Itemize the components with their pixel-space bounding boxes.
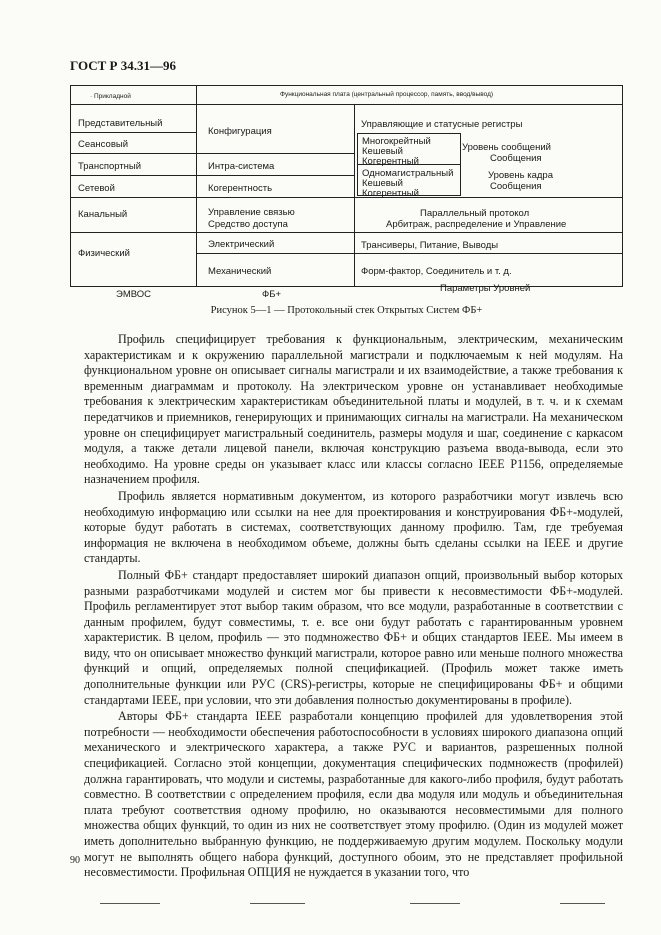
- function-board-label: Функциональная плата (центральный процессор, память, ввод/вывод): [280, 91, 494, 98]
- diagram-line: [70, 132, 196, 133]
- paragraph: Авторы ФБ+ стандарта IEEE разработали концепцию профилей для удовлетворения этой потребности — необходимости обеспечения работоспособности в условиях широкого диапазона опций механического и электрического характера, а также РУС и вариантов, разрешенных полной спецификацией. Согласно этой концепции, документация специфических подмножеств (профилей) должна гарантировать, что модули и системы, разработанные для какого-либо профиля, будут работать совместно. В соответствии с определением профиля, если два модуля или модуль и объединительная плата требуют соответствия одному профилю, но оказываются несовместимыми для полного множества общих функций, то один из них не соответствует этому профилю. (Один из модулей может иметь дополнительно выбранную функцию, не поддерживаемую другим модулем. Поскольку модули могут не выполнять общего набора функций, доступного обоим, это не представляет профильной несовместимости. Профильная ОПЦИЯ не нуждается в указании того, что: [84, 709, 623, 880]
- layer-session: Сеансовый: [78, 139, 128, 150]
- parallel-arbitration: Арбитраж, распределение и Управление: [386, 219, 567, 230]
- mid-intra: Интра-система: [208, 161, 275, 172]
- bottom-label-params: Параметры Уровней: [440, 283, 531, 294]
- layer-link: Канальный: [78, 209, 128, 220]
- paragraph: Профиль специфицирует требования к функциональным, электрическим, механическим характеристикам и к окружению параллельной магистрали и подключаемым к ней модулям. На функциональном уровне он описывает сигналы магистрали и их взаимодействие, а также требования к временным диаграммам и протоколу. На электрическом уровне он устанавливает необходимые требования к электрическим характеристикам объединительной платы и модулей, в т. ч. и к схемам передатчиков и приемников, генерирующих и принимающих сигналы на магистрали. На механическом уровне он специфицирует магистральный соединитель, размеры модуля и шаг, соединение с каркасом модуля, а также детали лицевой панели, включая конструкцию разъема ввода-вывода, если это необходимо. На уровне среды он указывает класс или классы согласно IEEE P1156, определяемые назначением профиля.: [84, 332, 623, 487]
- box1-line2: Кешевый: [362, 146, 403, 157]
- mid-coherence: Когерентность: [208, 183, 273, 194]
- mid-access: Средство доступа: [208, 219, 288, 230]
- mid-electrical: Электрический: [208, 239, 275, 250]
- diagram-line: [70, 175, 196, 176]
- page-number: 90: [70, 855, 80, 866]
- diagram-line: [354, 104, 355, 287]
- diagram-line: [70, 286, 623, 287]
- diagram-line: [357, 133, 358, 196]
- diagram-line: [70, 232, 354, 233]
- diagram-line: [354, 232, 622, 233]
- paragraph: Полный ФБ+ стандарт предоставляет широкий диапазон опций, произвольный выбор которых разными разработчиками модулей и систем мог бы привести к несовместимости ФБ+-модулей. Профиль регламентирует этот выбор таким образом, что все модули, разработанные в соответствии с данным профилем, будут совместимы, т. е. все они будут работать с гарантированным уровнем характеристик. В целом, профиль — это подмножество ФБ+ и общих стандартов IEEE. Мы имеем в виду, что он описывает множество функций магистрали, которое равно или меньше полного множества функций и опций, определяемых полной спецификацией. (Профиль может также иметь дополнительные функции или РУС (CRS)-регистры, которые не специфицированы ФБ+ и общими стандартами IEEE, при условии, что эти добавления полностью документированы в профиле).: [84, 567, 623, 707]
- parallel-protocol: Параллельный протокол: [420, 208, 530, 219]
- app-layer-label: · Прикладной: [90, 93, 131, 100]
- layer-presentation: Представительный: [78, 118, 163, 129]
- box1-line1: Многокрейтный: [362, 136, 431, 147]
- box2-line3: Когерентный: [362, 188, 419, 199]
- footer-rule: [250, 903, 305, 904]
- diagram-line: [622, 85, 623, 287]
- layer-physical: Физический: [78, 248, 130, 259]
- mid-link-mgmt: Управление связью: [208, 207, 295, 218]
- mid-mechanical: Механический: [208, 266, 272, 277]
- footer-rule: [100, 903, 160, 904]
- layer-network: Сетевой: [78, 183, 115, 194]
- mid-config: Конфигурация: [208, 126, 272, 137]
- diagram-line: [460, 133, 461, 196]
- box2-right1: Уровень кадра: [488, 170, 553, 181]
- box1-right2: Сообщения: [490, 153, 542, 164]
- regs-title: Управляющие и статусные регистры: [361, 119, 523, 130]
- transceivers: Трансиверы, Питание, Выводы: [361, 240, 499, 251]
- box1-right1: Уровень сообщений: [462, 142, 551, 153]
- footer-rule: [410, 903, 460, 904]
- diagram-line: [196, 85, 197, 287]
- protocol-stack-diagram: [70, 85, 623, 300]
- diagram-line: [196, 253, 622, 254]
- paragraph: Профиль является нормативным документом, из которого разработчики могут извлечь всю необходимую информацию или ссылки на нее для проектирования и конструирования ФБ+-модулей, которые будут работать в системах, соответствующих данному профилю. Там, где требуемая информация не включена в необходимом объеме, должны быть сделаны ссылки на IEEE и другие стандарты.: [84, 488, 623, 566]
- box2-line1: Одномагистральный: [362, 168, 454, 179]
- box1-line3: Когерентный: [362, 156, 419, 167]
- box2-line2: Кешевый: [362, 178, 403, 189]
- figure-caption: Рисунок 5—1 — Протокольный стек Открытых Систем ФБ+: [210, 305, 483, 316]
- body-text: [84, 332, 623, 882]
- bottom-label-emvos: ЭМВОС: [116, 289, 152, 300]
- document-header: ГОСТ Р 34.31—96: [70, 58, 176, 73]
- diagram-line: [70, 153, 196, 154]
- diagram-line: [70, 85, 623, 86]
- layer-transport: Транспортный: [78, 161, 142, 172]
- bottom-label-fb: ФБ+: [262, 289, 282, 300]
- diagram-line: [196, 175, 354, 176]
- diagram-line: [70, 197, 196, 198]
- form-factor: Форм-фактор, Соединитель и т. д.: [361, 266, 512, 277]
- diagram-line: [357, 133, 461, 134]
- footer-rule: [560, 903, 605, 904]
- box2-right2: Сообщения: [490, 181, 542, 192]
- diagram-line: [70, 85, 71, 287]
- diagram-line: [70, 104, 623, 105]
- diagram-line: [196, 197, 354, 198]
- diagram-line: [196, 153, 354, 154]
